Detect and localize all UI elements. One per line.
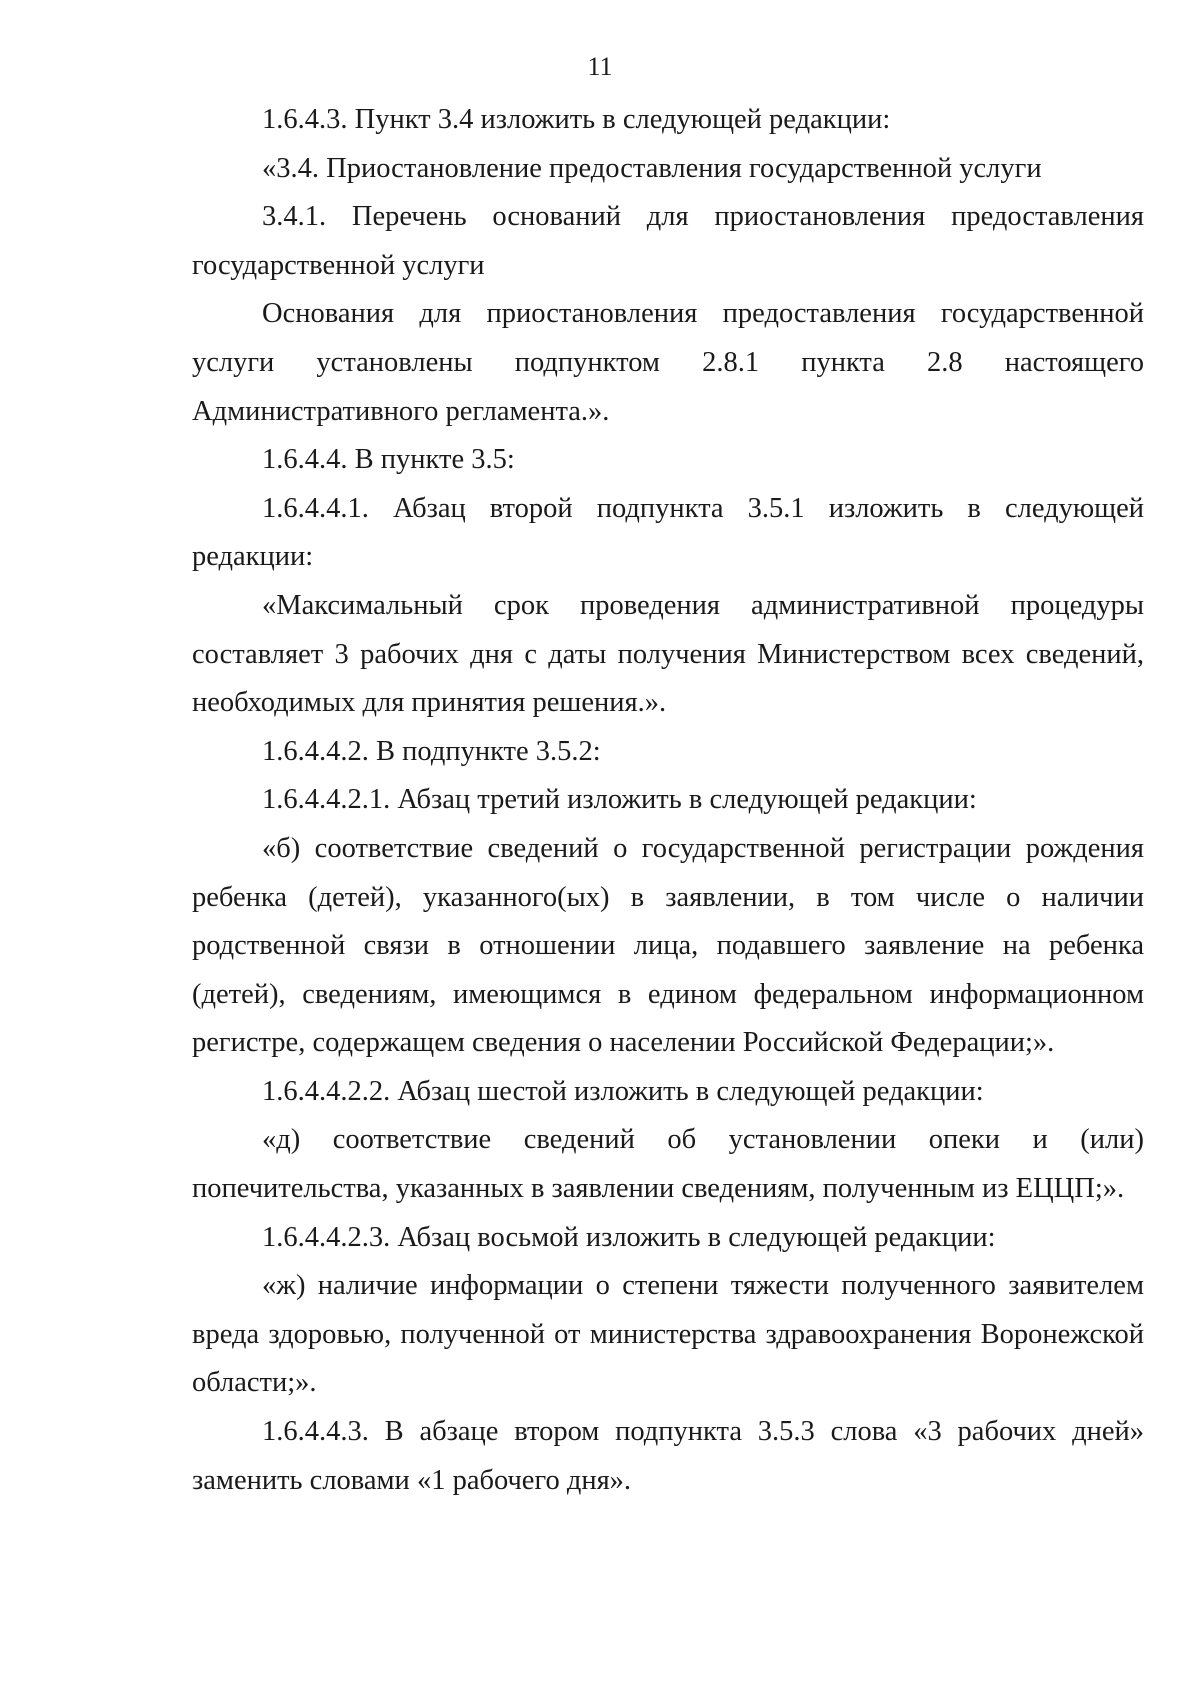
paragraph-1-6-4-4-3: 1.6.4.4.3. В абзаце втором подпункта 3.5.3 слова «3 рабочих дней» заменить словами «1 рабочего дня». bbox=[192, 1416, 1144, 1496]
paragraph-1-6-4-4-2: 1.6.4.4.2. В подпункте 3.5.2: bbox=[262, 735, 601, 767]
paragraph-1-6-4-3: 1.6.4.3. Пункт 3.4 изложить в следующей редакции: bbox=[262, 104, 891, 135]
page-number: 11 bbox=[587, 52, 613, 81]
paragraph-3-4-1: 3.4.1. Перечень оснований для приостановления предоставления государственной услуги bbox=[192, 201, 1144, 281]
paragraph-1-6-4-4-1: 1.6.4.4.1. Абзац второй подпункта 3.5.1 изложить в следующей редакции: bbox=[192, 492, 1144, 573]
paragraph-item-b: «б) соответствие сведений о государственной регистрации рождения ребенка (детей), указанного(ых) в заявлении, в том числе о наличии родственной связи в отношении лица, подавшего заявление на ребенка (детей), сведениям, имеющимся в едином федеральном информационном регистре, содержащем сведения о населении Российской Федерации;». bbox=[192, 832, 1144, 1059]
paragraph-suspension-grounds: Основания для приостановления предоставления государственной услуги установлены подпунктом 2.8.1 пункта 2.8 настоящего Административного регламента.». bbox=[192, 298, 1144, 427]
paragraph-item-zh: «ж) наличие информации о степени тяжести полученного заявителем вреда здоровью, полученной от министерства здравоохранения Воронежской области;». bbox=[192, 1270, 1144, 1399]
paragraph-1-6-4-4-2-3: 1.6.4.4.2.3. Абзац восьмой изложить в следующей редакции: bbox=[262, 1221, 996, 1253]
document-body bbox=[192, 96, 1144, 1505]
paragraph-item-d: «д) соответствие сведений об установлении опеки и (или) попечительства, указанных в заявлении сведениям, полученным из ЕЦЦП;». bbox=[192, 1124, 1144, 1205]
paragraph-3-4-heading: «3.4. Приостановление предоставления государственной услуги bbox=[262, 152, 1042, 184]
paragraph-max-term: «Максимальный срок проведения административной процедуры составляет 3 рабочих дня с даты получения Министерством всех сведений, необходимых для принятия решения.». bbox=[192, 589, 1144, 719]
paragraph-1-6-4-4: 1.6.4.4. В пункте 3.5: bbox=[262, 444, 515, 476]
paragraph-1-6-4-4-2-2: 1.6.4.4.2.2. Абзац шестой изложить в следующей редакции: bbox=[262, 1075, 984, 1107]
paragraph-1-6-4-4-2-1: 1.6.4.4.2.1. Абзац третий изложить в следующей редакции: bbox=[262, 784, 977, 816]
